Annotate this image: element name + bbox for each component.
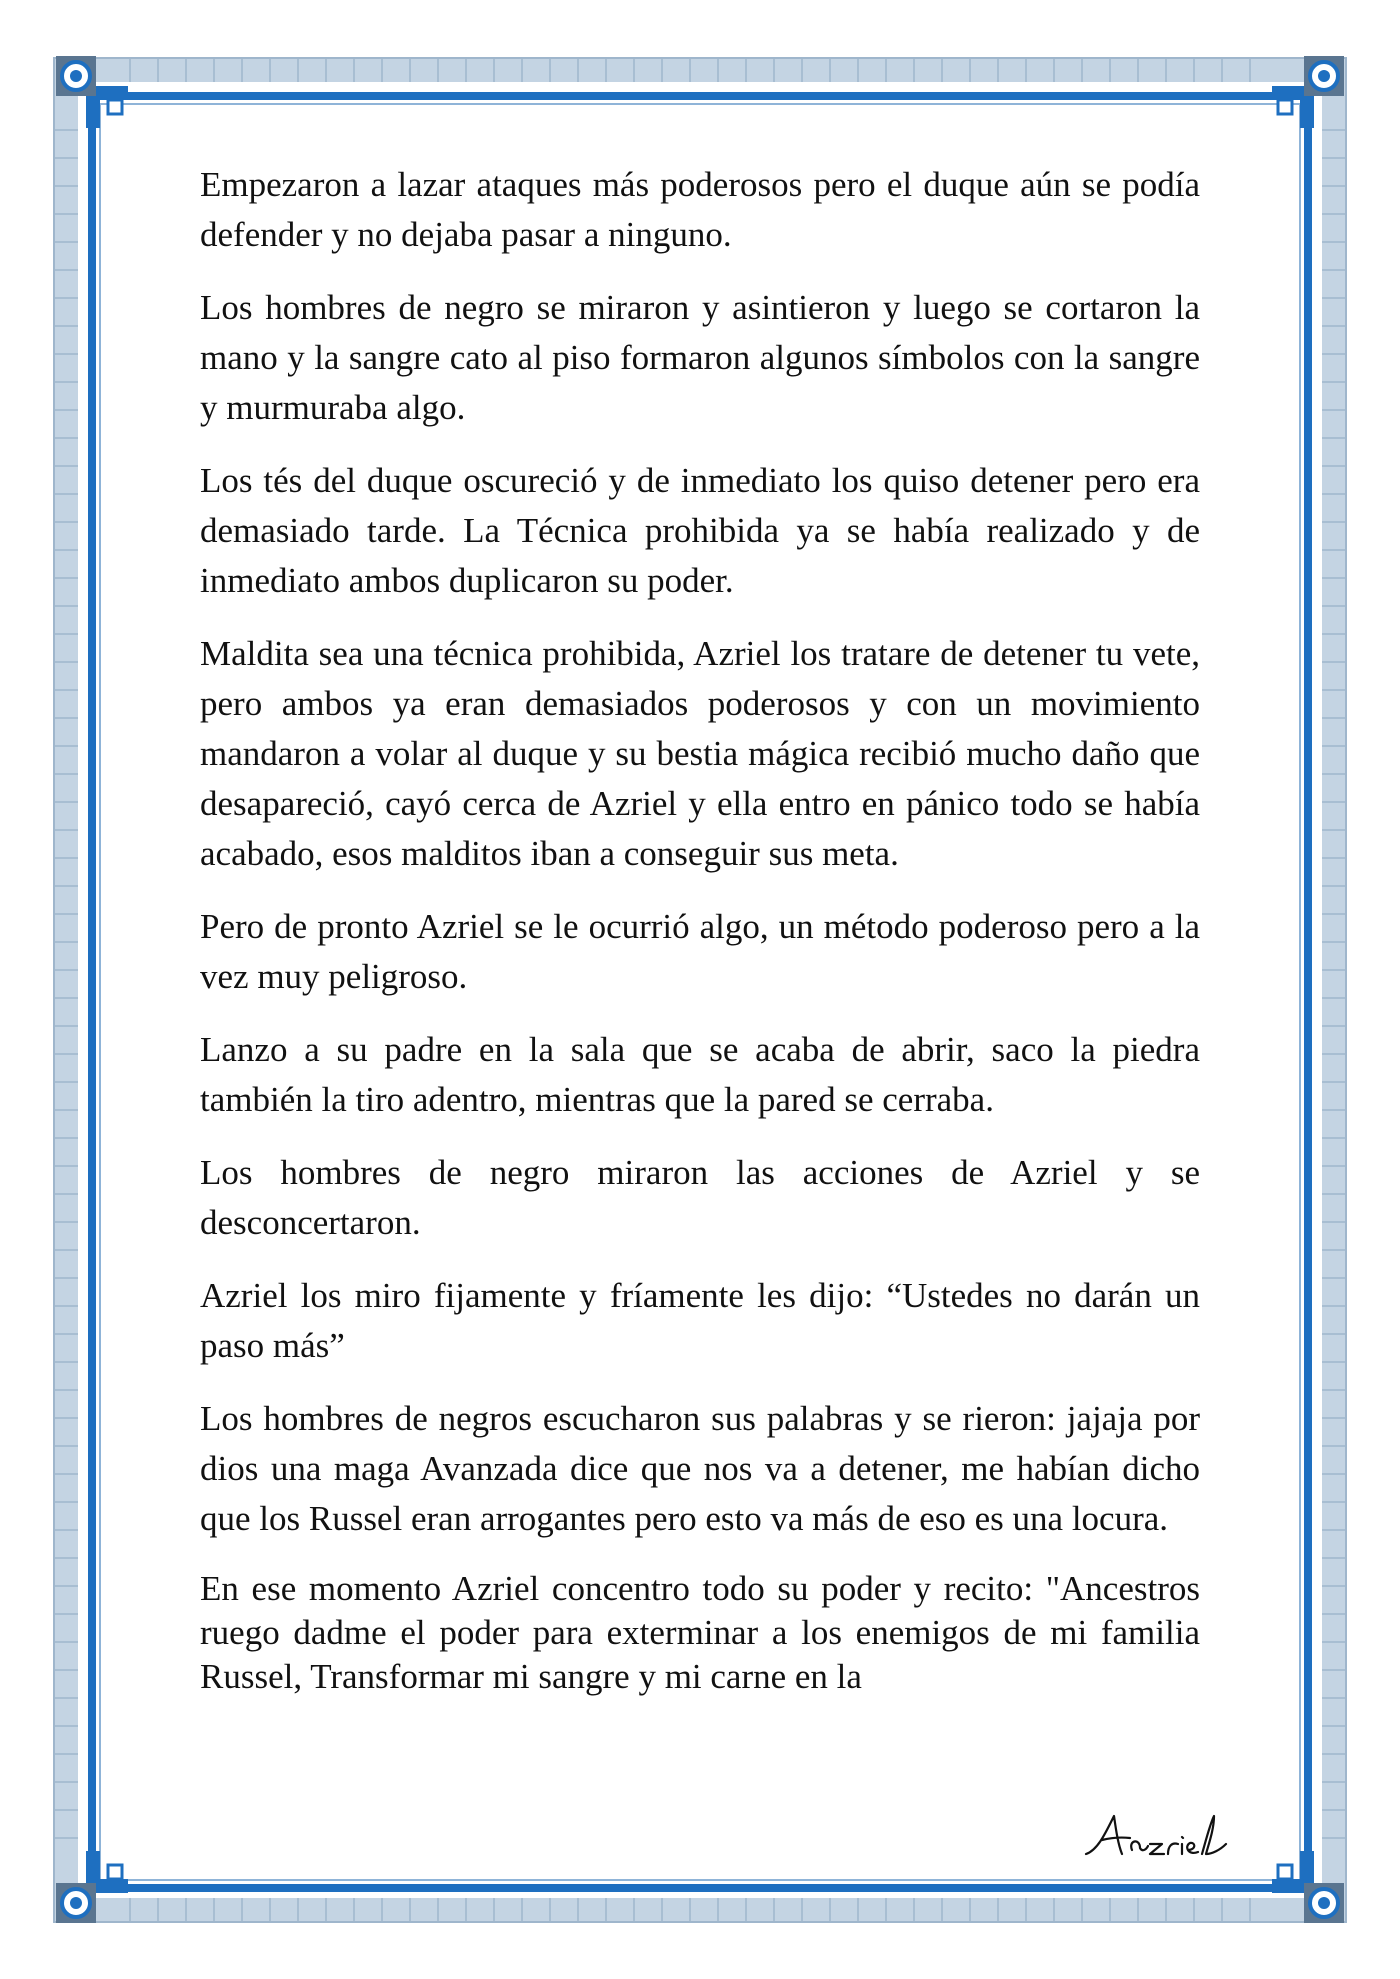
signature-logo xyxy=(1080,1810,1230,1860)
paragraph-6: Lanzo a su padre en la sala que se acaba de abrir, saco la piedra también la tiro adentro, mientras que la pared se cerraba. xyxy=(200,1030,1200,1119)
paragraph-2: Los hombres de negro se miraron y asintieron y luego se cortaron la mano y la sangre cato al piso formaron algunos símbolos con la sangre y murmuraba algo. xyxy=(200,288,1200,427)
paragraph-1: Empezaron a lazar ataques más poderosos pero el duque aún se podía defender y no dejaba pasar a ninguno. xyxy=(200,165,1200,254)
paragraph-7: Los hombres de negro miraron las acciones de Azriel y se desconcertaron. xyxy=(200,1153,1200,1242)
paragraph-3: Los tés del duque oscureció y de inmediato los quiso detener pero era demasiado tarde. La Técnica prohibida ya se había realizado y de inmediato ambos duplicaron su poder. xyxy=(200,461,1200,600)
paragraph-5: Pero de pronto Azriel se le ocurrió algo, un método poderoso pero a la vez muy peligroso. xyxy=(200,907,1200,996)
document-body xyxy=(200,160,1200,1722)
paragraph-8: Azriel los miro fijamente y fríamente les dijo: “Ustedes no darán un paso más” xyxy=(200,1276,1200,1365)
paragraph-9: Los hombres de negros escucharon sus palabras y se rieron: jajaja por dios una maga Avanzada dice que nos va a detener, me habían dicho que los Russel eran arrogantes pero esto va más de eso es una locura. xyxy=(200,1399,1200,1538)
paragraph-4: Maldita sea una técnica prohibida, Azriel los tratare de detener tu vete, pero ambos ya eran demasiados poderosos y con un movimiento mandaron a volar al duque y su bestia mágica recibió mucho daño que desapareció, cayó cerca de Azriel y ella entro en pánico todo se había acabado, esos malditos iban a conseguir sus meta. xyxy=(200,634,1200,873)
paragraph-10: En ese momento Azriel concentro todo su poder y recito: "Ancestros ruego dadme el poder para exterminar a los enemigos de mi familia Russel, Transformar mi sangre y mi carne en la xyxy=(200,1569,1200,1696)
